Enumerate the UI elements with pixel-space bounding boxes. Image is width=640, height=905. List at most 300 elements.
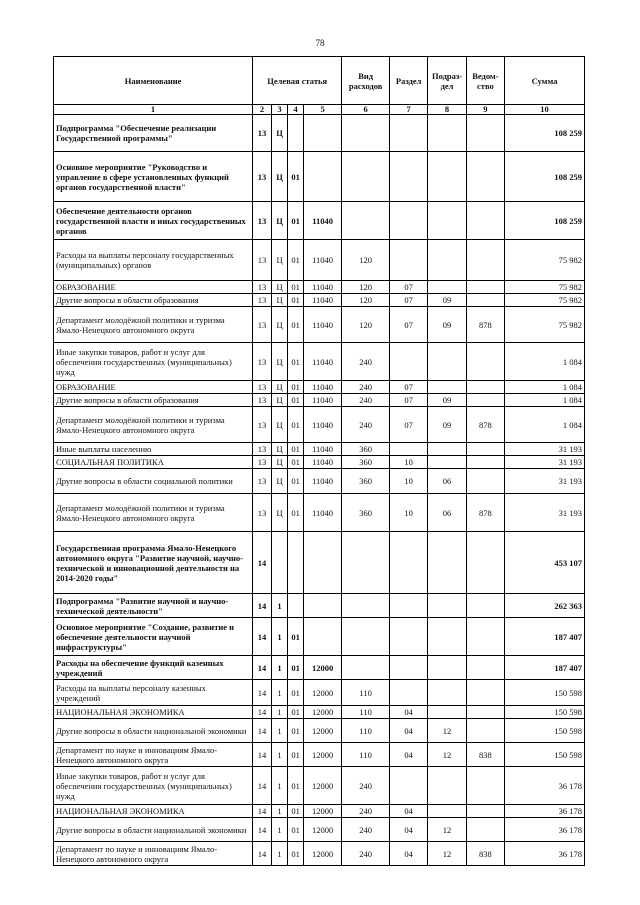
table-row bbox=[54, 281, 585, 294]
target-code-cell: 13 bbox=[253, 343, 272, 381]
target-program-cell: 1 bbox=[271, 594, 288, 618]
row-name-cell: ОБРАЗОВАНИЕ bbox=[54, 381, 253, 394]
subsection-cell: 09 bbox=[428, 294, 466, 307]
target-event-cell: 01 bbox=[288, 307, 304, 343]
target-code-cell: 13 bbox=[253, 240, 272, 281]
target-event-cell: 01 bbox=[288, 494, 304, 532]
department-cell bbox=[466, 805, 504, 818]
target-event-cell: 01 bbox=[288, 394, 304, 407]
target-program-cell: Ц bbox=[271, 407, 288, 443]
department-cell bbox=[466, 767, 504, 805]
target-program-cell: Ц bbox=[271, 307, 288, 343]
target-direction-cell: 12000 bbox=[303, 743, 341, 767]
section-cell: 07 bbox=[389, 407, 427, 443]
subsection-cell bbox=[428, 805, 466, 818]
subsection-cell bbox=[428, 656, 466, 680]
expense-type-cell: 240 bbox=[342, 818, 390, 842]
target-event-cell: 01 bbox=[288, 818, 304, 842]
expense-type-cell: 360 bbox=[342, 456, 390, 469]
sum-cell: 150 598 bbox=[505, 680, 585, 706]
sum-cell: 75 982 bbox=[505, 281, 585, 294]
column-number-row bbox=[54, 105, 585, 115]
header-target: Целевая статья bbox=[253, 57, 342, 105]
section-cell: 04 bbox=[389, 719, 427, 743]
section-cell bbox=[389, 767, 427, 805]
sum-cell: 1 084 bbox=[505, 407, 585, 443]
target-program-cell: Ц bbox=[271, 240, 288, 281]
table-row bbox=[54, 407, 585, 443]
subsection-cell bbox=[428, 767, 466, 805]
target-direction-cell: 12000 bbox=[303, 805, 341, 818]
target-direction-cell: 11040 bbox=[303, 294, 341, 307]
target-program-cell: Ц bbox=[271, 394, 288, 407]
row-name-cell: Основное мероприятие "Руководство и управление в сфере установленных функций органов государственной власти" bbox=[54, 152, 253, 202]
target-program-cell: Ц bbox=[271, 294, 288, 307]
sum-cell: 108 259 bbox=[505, 202, 585, 240]
target-direction-cell: 11040 bbox=[303, 281, 341, 294]
target-program-cell: 1 bbox=[271, 706, 288, 719]
target-program-cell: 1 bbox=[271, 743, 288, 767]
sum-cell: 36 178 bbox=[505, 805, 585, 818]
header-name: Наименование bbox=[54, 57, 253, 105]
expense-type-cell: 240 bbox=[342, 407, 390, 443]
target-program-cell: 1 bbox=[271, 656, 288, 680]
section-cell: 04 bbox=[389, 706, 427, 719]
expense-type-cell: 360 bbox=[342, 494, 390, 532]
target-direction-cell: 12000 bbox=[303, 767, 341, 805]
sum-cell: 453 107 bbox=[505, 532, 585, 594]
target-program-cell: Ц bbox=[271, 381, 288, 394]
section-cell: 10 bbox=[389, 456, 427, 469]
header-section: Раздел bbox=[389, 57, 427, 105]
target-direction-cell: 11040 bbox=[303, 456, 341, 469]
target-direction-cell: 11040 bbox=[303, 494, 341, 532]
subsection-cell: 06 bbox=[428, 494, 466, 532]
col-number: 4 bbox=[288, 105, 304, 115]
table-row bbox=[54, 294, 585, 307]
target-code-cell: 13 bbox=[253, 407, 272, 443]
subsection-cell: 12 bbox=[428, 842, 466, 866]
department-cell bbox=[466, 394, 504, 407]
table-row bbox=[54, 202, 585, 240]
section-cell bbox=[389, 115, 427, 152]
target-code-cell: 14 bbox=[253, 842, 272, 866]
expense-type-cell bbox=[342, 618, 390, 656]
row-name-cell: Другие вопросы в области национальной экономики bbox=[54, 719, 253, 743]
department-cell bbox=[466, 618, 504, 656]
target-code-cell: 13 bbox=[253, 307, 272, 343]
target-direction-cell: 11040 bbox=[303, 381, 341, 394]
department-cell bbox=[466, 443, 504, 456]
expense-type-cell: 240 bbox=[342, 767, 390, 805]
department-cell: 838 bbox=[466, 743, 504, 767]
section-cell bbox=[389, 532, 427, 594]
sum-cell: 36 178 bbox=[505, 767, 585, 805]
row-name-cell: Подпрограмма "Развитие научной и научно-технической деятельности" bbox=[54, 594, 253, 618]
target-code-cell: 14 bbox=[253, 594, 272, 618]
row-name-cell: Иные закупки товаров, работ и услуг для обеспечения государственных (муниципальных) нужд bbox=[54, 767, 253, 805]
subsection-cell: 12 bbox=[428, 818, 466, 842]
subsection-cell bbox=[428, 680, 466, 706]
subsection-cell bbox=[428, 240, 466, 281]
sum-cell: 1 084 bbox=[505, 394, 585, 407]
page-number: 78 bbox=[315, 38, 325, 48]
target-event-cell: 01 bbox=[288, 656, 304, 680]
target-program-cell: Ц bbox=[271, 494, 288, 532]
department-cell: 878 bbox=[466, 307, 504, 343]
target-event-cell: 01 bbox=[288, 706, 304, 719]
section-cell bbox=[389, 343, 427, 381]
budget-table bbox=[53, 56, 585, 866]
target-program-cell: Ц bbox=[271, 443, 288, 456]
subsection-cell bbox=[428, 618, 466, 656]
subsection-cell bbox=[428, 281, 466, 294]
sum-cell: 108 259 bbox=[505, 152, 585, 202]
row-name-cell: Другие вопросы в области национальной экономики bbox=[54, 818, 253, 842]
expense-type-cell: 120 bbox=[342, 281, 390, 294]
target-direction-cell: 11040 bbox=[303, 469, 341, 494]
col-number: 7 bbox=[389, 105, 427, 115]
row-name-cell: Расходы на выплаты персоналу государственных (муниципальных) органов bbox=[54, 240, 253, 281]
target-event-cell: 01 bbox=[288, 767, 304, 805]
target-event-cell: 01 bbox=[288, 456, 304, 469]
target-direction-cell: 12000 bbox=[303, 706, 341, 719]
target-code-cell: 14 bbox=[253, 656, 272, 680]
sum-cell: 31 193 bbox=[505, 443, 585, 456]
table-row bbox=[54, 706, 585, 719]
target-code-cell: 13 bbox=[253, 202, 272, 240]
target-direction-cell: 11040 bbox=[303, 202, 341, 240]
target-direction-cell: 11040 bbox=[303, 407, 341, 443]
expense-type-cell bbox=[342, 202, 390, 240]
department-cell bbox=[466, 818, 504, 842]
row-name-cell: НАЦИОНАЛЬНАЯ ЭКОНОМИКА bbox=[54, 706, 253, 719]
target-code-cell: 13 bbox=[253, 456, 272, 469]
row-name-cell: Иные закупки товаров, работ и услуг для обеспечения государственных (муниципальных) нужд bbox=[54, 343, 253, 381]
target-program-cell: 1 bbox=[271, 767, 288, 805]
target-event-cell: 01 bbox=[288, 443, 304, 456]
target-event-cell: 01 bbox=[288, 805, 304, 818]
target-code-cell: 14 bbox=[253, 743, 272, 767]
department-cell: 878 bbox=[466, 407, 504, 443]
row-name-cell: СОЦИАЛЬНАЯ ПОЛИТИКА bbox=[54, 456, 253, 469]
target-direction-cell: 11040 bbox=[303, 307, 341, 343]
header-sum: Сумма bbox=[505, 57, 585, 105]
col-number: 8 bbox=[428, 105, 466, 115]
target-program-cell: 1 bbox=[271, 818, 288, 842]
section-cell bbox=[389, 680, 427, 706]
target-program-cell: Ц bbox=[271, 456, 288, 469]
sum-cell: 31 193 bbox=[505, 469, 585, 494]
table-row bbox=[54, 532, 585, 594]
col-number: 9 bbox=[466, 105, 504, 115]
section-cell bbox=[389, 240, 427, 281]
col-number: 3 bbox=[271, 105, 288, 115]
row-name-cell: Другие вопросы в области образования bbox=[54, 294, 253, 307]
sum-cell: 1 084 bbox=[505, 343, 585, 381]
expense-type-cell: 240 bbox=[342, 805, 390, 818]
subsection-cell bbox=[428, 152, 466, 202]
row-name-cell: Основное мероприятие "Создание, развитие и обеспечение деятельности научной инфраструктуры" bbox=[54, 618, 253, 656]
target-event-cell: 01 bbox=[288, 202, 304, 240]
target-event-cell: 01 bbox=[288, 719, 304, 743]
section-cell bbox=[389, 152, 427, 202]
expense-type-cell: 360 bbox=[342, 469, 390, 494]
target-code-cell: 14 bbox=[253, 767, 272, 805]
target-event-cell: 01 bbox=[288, 343, 304, 381]
department-cell bbox=[466, 594, 504, 618]
target-direction-cell: 12000 bbox=[303, 842, 341, 866]
table-row bbox=[54, 152, 585, 202]
subsection-cell bbox=[428, 115, 466, 152]
expense-type-cell bbox=[342, 152, 390, 202]
target-event-cell: 01 bbox=[288, 469, 304, 494]
target-direction-cell bbox=[303, 152, 341, 202]
target-event-cell: 01 bbox=[288, 240, 304, 281]
target-program-cell: 1 bbox=[271, 719, 288, 743]
target-code-cell: 14 bbox=[253, 706, 272, 719]
target-direction-cell bbox=[303, 618, 341, 656]
target-direction-cell: 12000 bbox=[303, 680, 341, 706]
col-number: 1 bbox=[54, 105, 253, 115]
table-row bbox=[54, 456, 585, 469]
department-cell: 878 bbox=[466, 494, 504, 532]
col-number: 5 bbox=[303, 105, 341, 115]
col-number: 10 bbox=[505, 105, 585, 115]
expense-type-cell: 110 bbox=[342, 719, 390, 743]
section-cell: 04 bbox=[389, 743, 427, 767]
target-event-cell bbox=[288, 594, 304, 618]
section-cell bbox=[389, 618, 427, 656]
department-cell bbox=[466, 152, 504, 202]
expense-type-cell: 110 bbox=[342, 743, 390, 767]
department-cell bbox=[466, 532, 504, 594]
table-row bbox=[54, 343, 585, 381]
subsection-cell: 09 bbox=[428, 307, 466, 343]
target-code-cell: 14 bbox=[253, 618, 272, 656]
expense-type-cell: 240 bbox=[342, 842, 390, 866]
sum-cell: 36 178 bbox=[505, 842, 585, 866]
target-code-cell: 13 bbox=[253, 394, 272, 407]
row-name-cell: Расходы на обеспечение функций казенных учреждений bbox=[54, 656, 253, 680]
table-row bbox=[54, 656, 585, 680]
subsection-cell bbox=[428, 532, 466, 594]
target-code-cell: 13 bbox=[253, 152, 272, 202]
target-code-cell: 14 bbox=[253, 805, 272, 818]
target-direction-cell: 11040 bbox=[303, 394, 341, 407]
section-cell bbox=[389, 594, 427, 618]
section-cell: 04 bbox=[389, 818, 427, 842]
row-name-cell: Другие вопросы в области образования bbox=[54, 394, 253, 407]
target-program-cell: 1 bbox=[271, 680, 288, 706]
header-subsection: Подраз-дел bbox=[428, 57, 466, 105]
target-code-cell: 14 bbox=[253, 680, 272, 706]
sum-cell: 75 982 bbox=[505, 294, 585, 307]
target-event-cell bbox=[288, 532, 304, 594]
sum-cell: 187 407 bbox=[505, 618, 585, 656]
col-number: 2 bbox=[253, 105, 272, 115]
table-row bbox=[54, 618, 585, 656]
table-row bbox=[54, 767, 585, 805]
target-code-cell: 13 bbox=[253, 115, 272, 152]
section-cell: 04 bbox=[389, 805, 427, 818]
expense-type-cell: 120 bbox=[342, 294, 390, 307]
department-cell bbox=[466, 202, 504, 240]
section-cell bbox=[389, 443, 427, 456]
section-cell: 07 bbox=[389, 307, 427, 343]
target-code-cell: 13 bbox=[253, 381, 272, 394]
subsection-cell bbox=[428, 706, 466, 719]
sum-cell: 31 193 bbox=[505, 456, 585, 469]
department-cell bbox=[466, 469, 504, 494]
section-cell bbox=[389, 202, 427, 240]
subsection-cell bbox=[428, 343, 466, 381]
row-name-cell: Другие вопросы в области социальной политики bbox=[54, 469, 253, 494]
expense-type-cell bbox=[342, 532, 390, 594]
target-event-cell: 01 bbox=[288, 743, 304, 767]
target-program-cell: Ц bbox=[271, 281, 288, 294]
target-direction-cell: 12000 bbox=[303, 719, 341, 743]
expense-type-cell: 240 bbox=[342, 343, 390, 381]
sum-cell: 75 982 bbox=[505, 307, 585, 343]
table-row bbox=[54, 494, 585, 532]
subsection-cell: 09 bbox=[428, 394, 466, 407]
section-cell: 07 bbox=[389, 281, 427, 294]
target-direction-cell: 12000 bbox=[303, 818, 341, 842]
table-row bbox=[54, 381, 585, 394]
target-code-cell: 13 bbox=[253, 469, 272, 494]
target-program-cell: Ц bbox=[271, 202, 288, 240]
target-code-cell: 14 bbox=[253, 719, 272, 743]
table-body bbox=[54, 115, 585, 866]
row-name-cell: Государственная программа Ямало-Ненецкого автономного округа "Развитие научной, научно-технической и инновационной деятельности на 2014-2020 годы" bbox=[54, 532, 253, 594]
table-row bbox=[54, 594, 585, 618]
sum-cell: 187 407 bbox=[505, 656, 585, 680]
sum-cell: 150 598 bbox=[505, 706, 585, 719]
target-direction-cell: 11040 bbox=[303, 240, 341, 281]
target-event-cell: 01 bbox=[288, 842, 304, 866]
target-event-cell: 01 bbox=[288, 381, 304, 394]
expense-type-cell: 120 bbox=[342, 307, 390, 343]
table-row bbox=[54, 743, 585, 767]
expense-type-cell: 360 bbox=[342, 443, 390, 456]
department-cell: 838 bbox=[466, 842, 504, 866]
section-cell: 07 bbox=[389, 394, 427, 407]
expense-type-cell: 110 bbox=[342, 680, 390, 706]
row-name-cell: Департамент молодёжной политики и туризма Ямало-Ненецкого автономного округа bbox=[54, 494, 253, 532]
department-cell bbox=[466, 456, 504, 469]
subsection-cell bbox=[428, 381, 466, 394]
expense-type-cell: 110 bbox=[342, 706, 390, 719]
department-cell bbox=[466, 719, 504, 743]
target-code-cell: 14 bbox=[253, 818, 272, 842]
department-cell bbox=[466, 381, 504, 394]
table-row bbox=[54, 719, 585, 743]
target-program-cell: Ц bbox=[271, 469, 288, 494]
target-code-cell: 13 bbox=[253, 494, 272, 532]
sum-cell: 262 363 bbox=[505, 594, 585, 618]
header-row bbox=[54, 57, 585, 105]
target-event-cell: 01 bbox=[288, 281, 304, 294]
row-name-cell: НАЦИОНАЛЬНАЯ ЭКОНОМИКА bbox=[54, 805, 253, 818]
table-row bbox=[54, 469, 585, 494]
target-event-cell: 01 bbox=[288, 152, 304, 202]
department-cell bbox=[466, 680, 504, 706]
target-direction-cell: 12000 bbox=[303, 656, 341, 680]
subsection-cell bbox=[428, 443, 466, 456]
department-cell bbox=[466, 240, 504, 281]
target-code-cell: 13 bbox=[253, 281, 272, 294]
row-name-cell: Обеспечение деятельности органов государственной власти и иных государственных органов bbox=[54, 202, 253, 240]
sum-cell: 108 259 bbox=[505, 115, 585, 152]
row-name-cell: ОБРАЗОВАНИЕ bbox=[54, 281, 253, 294]
subsection-cell: 06 bbox=[428, 469, 466, 494]
subsection-cell: 12 bbox=[428, 743, 466, 767]
target-event-cell: 01 bbox=[288, 407, 304, 443]
table-row bbox=[54, 818, 585, 842]
target-code-cell: 13 bbox=[253, 294, 272, 307]
row-name-cell: Департамент молодёжной политики и туризма Ямало-Ненецкого автономного округа bbox=[54, 407, 253, 443]
target-program-cell: Ц bbox=[271, 152, 288, 202]
target-direction-cell bbox=[303, 115, 341, 152]
target-event-cell: 01 bbox=[288, 618, 304, 656]
department-cell bbox=[466, 281, 504, 294]
table-row bbox=[54, 680, 585, 706]
target-program-cell bbox=[271, 532, 288, 594]
section-cell: 07 bbox=[389, 381, 427, 394]
target-direction-cell: 11040 bbox=[303, 443, 341, 456]
section-cell: 07 bbox=[389, 294, 427, 307]
col-number: 6 bbox=[342, 105, 390, 115]
expense-type-cell bbox=[342, 115, 390, 152]
sum-cell: 150 598 bbox=[505, 719, 585, 743]
row-name-cell: Расходы на выплаты персоналу казенных учреждений bbox=[54, 680, 253, 706]
header-department: Ведом-ство bbox=[466, 57, 504, 105]
row-name-cell: Иные выплаты населению bbox=[54, 443, 253, 456]
table-row bbox=[54, 307, 585, 343]
table-row bbox=[54, 115, 585, 152]
expense-type-cell bbox=[342, 594, 390, 618]
section-cell: 10 bbox=[389, 469, 427, 494]
expense-type-cell: 120 bbox=[342, 240, 390, 281]
target-code-cell: 14 bbox=[253, 532, 272, 594]
table-row bbox=[54, 443, 585, 456]
target-direction-cell bbox=[303, 594, 341, 618]
sum-cell: 75 982 bbox=[505, 240, 585, 281]
sum-cell: 31 193 bbox=[505, 494, 585, 532]
sum-cell: 1 084 bbox=[505, 381, 585, 394]
section-cell: 10 bbox=[389, 494, 427, 532]
sum-cell: 150 598 bbox=[505, 743, 585, 767]
target-event-cell: 01 bbox=[288, 294, 304, 307]
target-program-cell: 1 bbox=[271, 842, 288, 866]
sum-cell: 36 178 bbox=[505, 818, 585, 842]
table-row bbox=[54, 805, 585, 818]
row-name-cell: Департамент молодёжной политики и туризма Ямало-Ненецкого автономного округа bbox=[54, 307, 253, 343]
table-row bbox=[54, 394, 585, 407]
department-cell bbox=[466, 706, 504, 719]
department-cell bbox=[466, 343, 504, 381]
target-program-cell: 1 bbox=[271, 805, 288, 818]
department-cell bbox=[466, 656, 504, 680]
subsection-cell bbox=[428, 202, 466, 240]
row-name-cell: Подпрограмма "Обеспечение реализации Государственной программы" bbox=[54, 115, 253, 152]
target-code-cell: 13 bbox=[253, 443, 272, 456]
header-expense-type: Вид расходов bbox=[342, 57, 390, 105]
department-cell bbox=[466, 294, 504, 307]
target-event-cell: 01 bbox=[288, 680, 304, 706]
subsection-cell bbox=[428, 456, 466, 469]
